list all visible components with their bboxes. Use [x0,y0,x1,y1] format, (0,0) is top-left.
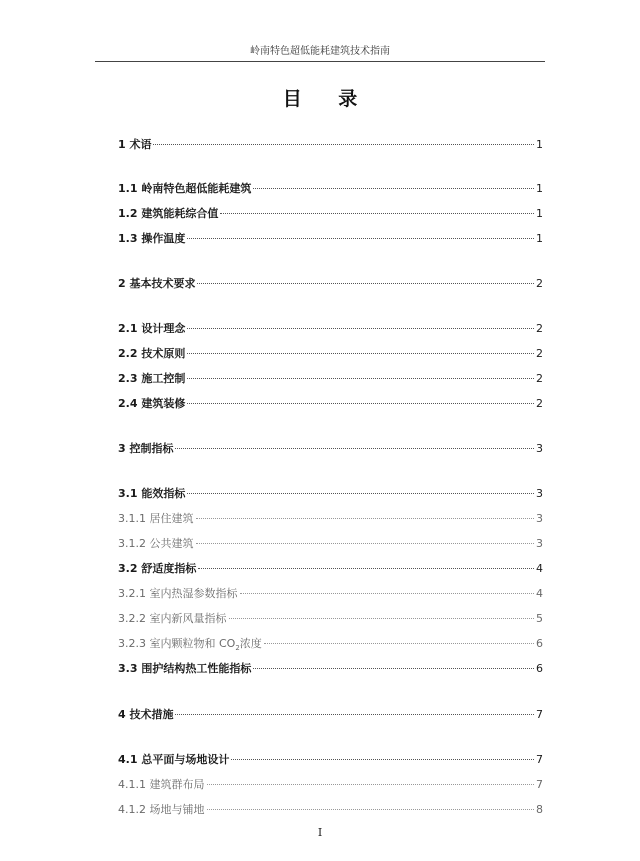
toc-entry-page: 7 [536,778,543,791]
toc-entry-page: 6 [536,637,543,650]
toc-dot-leader [207,784,535,785]
toc-dot-leader [231,759,534,760]
toc-entry[interactable] [118,706,543,722]
toc-entry-label: 3.2.2 室内新风量指标 [118,612,227,625]
toc-entry-label: 1.2 建筑能耗综合值 [118,207,219,220]
running-header-text: 岭南特色超低能耗建筑技术指南 [250,46,390,57]
toc-entry[interactable] [118,395,543,411]
toc-dot-leader [196,518,535,519]
toc-entry-page: 4 [536,587,543,600]
toc-entry-label: 3.3 围护结构热工性能指标 [118,662,252,675]
toc-dot-leader [229,618,535,619]
toc-entry-page: 3 [536,487,543,500]
toc-entry-page: 2 [536,322,543,335]
toc-entry-label: 1.1 岭南特色超低能耗建筑 [118,182,252,195]
toc-entry[interactable] [118,275,543,291]
toc-entry[interactable] [118,440,543,456]
toc-entry[interactable] [118,136,543,152]
toc-dot-leader [253,668,534,669]
toc-entry-label: 2.3 施工控制 [118,372,186,385]
toc-entry-label: 3.2 舒适度指标 [118,562,197,575]
toc-entry-label: 3.1 能效指标 [118,487,186,500]
toc-entry-label: 1.3 操作温度 [118,232,186,245]
toc-dot-leader [240,593,535,594]
toc-entry[interactable] [118,180,543,196]
toc-entry-page: 2 [536,347,543,360]
toc-entry[interactable] [118,560,543,576]
toc-entry-label: 4.1.1 建筑群布局 [118,778,205,791]
toc-dot-leader [207,809,535,810]
toc-dot-leader [264,643,534,644]
toc-entry[interactable] [118,205,543,221]
toc-entry[interactable] [118,320,543,336]
toc-dot-leader [198,568,534,569]
toc-entry[interactable] [118,510,543,526]
toc-entry[interactable] [118,485,543,501]
toc-dot-leader [187,378,534,379]
toc-entry-page: 1 [536,138,543,151]
toc-entry-page: 3 [536,537,543,550]
toc-entry-page: 3 [536,512,543,525]
toc-entry[interactable] [118,660,543,676]
toc-entry-page: 7 [536,753,543,766]
toc-entry-label: 3 控制指标 [118,442,174,455]
toc-entry[interactable] [118,610,543,626]
toc-dot-leader [196,543,535,544]
toc-dot-leader [175,714,534,715]
toc-entry[interactable] [118,585,543,601]
toc-dot-leader [220,213,534,214]
toc-entry-page: 1 [536,232,543,245]
toc-dot-leader [197,283,534,284]
toc-entry[interactable] [118,345,543,361]
toc-entry-page: 2 [536,372,543,385]
toc-entry[interactable] [118,776,543,792]
toc-entry-label: 3.1.2 公共建筑 [118,537,194,550]
toc-entry-label: 4.1 总平面与场地设计 [118,753,230,766]
toc-entry-page: 7 [536,708,543,721]
toc-entry-page: 1 [536,182,543,195]
toc-entry-label: 3.1.1 居住建筑 [118,512,194,525]
toc-dot-leader [187,403,534,404]
toc-entry-page: 1 [536,207,543,220]
toc-dot-leader [187,493,534,494]
toc-entry-page: 5 [536,612,543,625]
toc-title: 目 录 [282,88,373,110]
toc-entry-label: 4 技术措施 [118,708,174,721]
running-header [95,39,545,62]
toc-entry-page: 6 [536,662,543,675]
toc-entry-page: 8 [536,803,543,816]
toc-entry[interactable] [118,535,543,551]
toc-entry-page: 4 [536,562,543,575]
toc-entry-page: 3 [536,442,543,455]
toc-entry-label: 1 术语 [118,138,152,151]
toc-entry-label: 3.2.1 室内热湿参数指标 [118,587,238,600]
toc-entry-page: 2 [536,277,543,290]
page-number: I [317,826,323,839]
toc-entry-label: 2 基本技术要求 [118,277,196,290]
toc-entry-page: 2 [536,397,543,410]
toc-entry[interactable] [118,751,543,767]
toc-entry-label: 2.4 建筑装修 [118,397,186,410]
toc-entry[interactable] [118,370,543,386]
toc-dot-leader [253,188,534,189]
toc-entry-label: 2.1 设计理念 [118,322,186,335]
toc-entry[interactable] [118,635,543,651]
toc-entry-label: 4.1.2 场地与铺地 [118,803,205,816]
toc-entry[interactable] [118,230,543,246]
toc-entry-label: 2.2 技术原则 [118,347,186,360]
toc-dot-leader [187,238,534,239]
toc-entry[interactable] [118,801,543,817]
toc-dot-leader [175,448,534,449]
toc-dot-leader [153,144,534,145]
toc-dot-leader [187,353,534,354]
toc-entry-label: 3.2.3 室内颗粒物和 $CO_2$浓度 [118,637,262,653]
toc-dot-leader [187,328,534,329]
